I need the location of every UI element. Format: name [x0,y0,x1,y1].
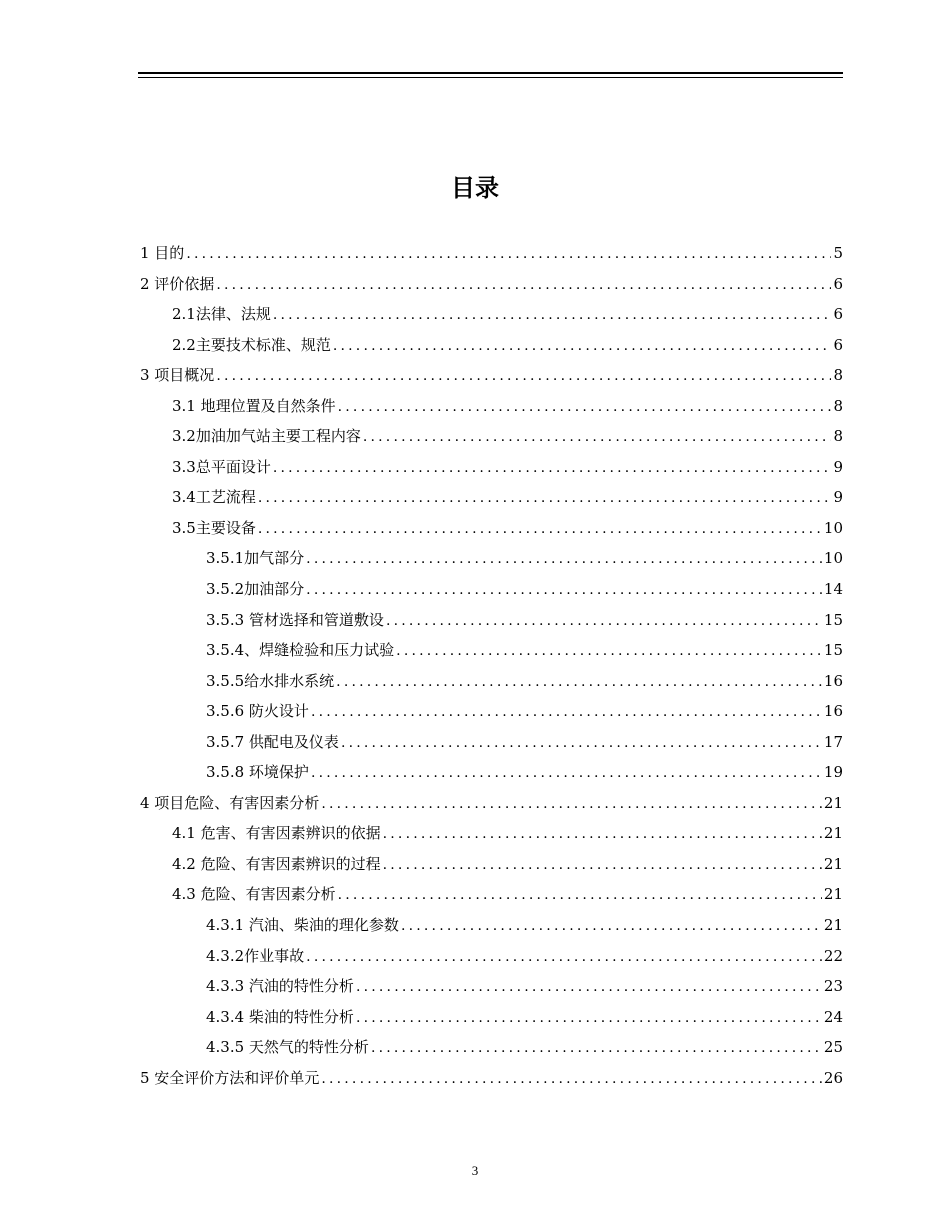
toc-entry-label: 3.5.7 供配电及仪表 [206,732,339,751]
page-number: 3 [471,1163,479,1178]
toc-entry[interactable] [138,757,843,788]
toc-entry-page: 22 [823,946,843,965]
toc-leader-dots [311,758,822,788]
toc-entry-page: 14 [823,580,843,599]
toc-entry-page: 8 [833,396,843,415]
toc-entry[interactable] [138,574,843,605]
toc-leader-dots [383,850,822,880]
toc-entry-page: 15 [823,610,843,629]
toc-entry[interactable] [138,666,843,697]
toc-entry-label: 3.5.1加气部分 [206,549,305,568]
toc-leader-dots [306,575,822,605]
toc-entry-page: 21 [823,793,843,812]
toc-entry-label: 3.5.3 管材选择和管道敷设 [206,610,384,629]
page-title: 目录 [451,174,499,202]
toc-entry-page: 25 [823,1038,843,1057]
toc-entry-page: 6 [833,305,843,324]
table-of-contents [138,238,843,1093]
toc-entry[interactable] [138,879,843,910]
toc-entry-page: 6 [833,335,843,354]
toc-leader-dots [356,972,822,1002]
toc-entry-page: 5 [833,244,843,262]
toc-leader-dots [363,422,832,452]
toc-entry-label: 1 目的 [140,244,185,262]
toc-entry[interactable] [138,727,843,758]
toc-leader-dots [306,544,822,574]
toc-entry-label: 4.1 危害、有害因素辨识的依据 [172,824,381,843]
toc-leader-dots [338,392,832,422]
toc-entry[interactable] [138,391,843,422]
toc-entry[interactable] [138,421,843,452]
toc-entry-label: 4.3.2作业事故 [206,946,305,965]
toc-entry[interactable] [138,941,843,972]
toc-entry-page: 24 [823,1007,843,1026]
toc-leader-dots [336,667,822,697]
toc-leader-dots [401,911,822,941]
toc-leader-dots [311,697,822,727]
toc-entry-label: 3 项目概况 [140,366,215,385]
toc-entry-label: 3.5.2加油部分 [206,580,305,599]
toc-entry[interactable] [138,1063,843,1094]
toc-leader-dots [396,636,822,666]
toc-entry-label: 3.4工艺流程 [172,488,256,507]
toc-entry-page: 8 [833,427,843,446]
toc-leader-dots [258,483,832,513]
toc-entry-page: 17 [823,732,843,751]
toc-entry-label: 4.2 危险、有害因素辨识的过程 [172,854,381,873]
toc-leader-dots [321,789,822,819]
toc-leader-dots [321,1064,822,1094]
toc-leader-dots [306,942,822,972]
toc-entry-label: 3.2加油加气站主要工程内容 [172,427,361,446]
toc-entry[interactable] [138,452,843,483]
toc-entry-page: 23 [823,977,843,996]
toc-entry[interactable] [138,818,843,849]
toc-entry-label: 4.3 危险、有害因素分析 [172,885,336,904]
toc-entry[interactable] [138,1002,843,1033]
toc-entry-label: 3.5主要设备 [172,518,256,537]
toc-entry[interactable] [138,788,843,819]
toc-leader-dots [258,514,822,544]
toc-entry-label: 3.1 地理位置及自然条件 [172,396,336,415]
toc-leader-dots [186,239,831,269]
toc-leader-dots [356,1003,822,1033]
toc-entry-label: 3.5.4、焊缝检验和压力试验 [206,641,395,660]
toc-entry-label: 2.2主要技术标准、规范 [172,335,331,354]
toc-entry-label: 3.5.5给水排水系统 [206,671,335,690]
toc-entry[interactable] [138,513,843,544]
toc-entry-label: 3.5.6 防火设计 [206,702,309,721]
toc-entry[interactable] [138,360,843,391]
toc-entry[interactable] [138,330,843,361]
toc-entry-page: 10 [823,518,843,537]
toc-entry-page: 19 [823,763,843,782]
toc-entry-page: 15 [823,641,843,660]
toc-entry-label: 3.3总平面设计 [172,457,271,476]
toc-leader-dots [383,819,822,849]
toc-entry-page: 26 [823,1068,843,1087]
toc-entry[interactable] [138,635,843,666]
toc-entry-label: 2 评价依据 [140,274,215,293]
toc-entry-label: 4.3.4 柴油的特性分析 [206,1007,354,1026]
toc-entry-label: 2.1法律、法规 [172,305,271,324]
toc-entry-page: 16 [823,671,843,690]
toc-entry-page: 21 [823,824,843,843]
header-rule-thin [138,77,843,78]
toc-entry[interactable] [138,299,843,330]
toc-entry-label: 4.3.3 汽油的特性分析 [206,977,354,996]
toc-leader-dots [216,361,831,391]
toc-entry-label: 5 安全评价方法和评价单元 [140,1068,320,1087]
header-rule-thick [138,72,843,74]
toc-leader-dots [273,300,832,330]
toc-entry[interactable] [138,543,843,574]
toc-entry-page: 10 [823,549,843,568]
toc-entry[interactable] [138,849,843,880]
toc-entry-page: 21 [823,885,843,904]
toc-leader-dots [341,728,822,758]
toc-entry[interactable] [138,971,843,1002]
toc-entry-label: 4 项目危险、有害因素分析 [140,793,320,812]
toc-entry[interactable] [138,238,843,269]
toc-entry[interactable] [138,1032,843,1063]
toc-entry-page: 9 [833,457,843,476]
toc-leader-dots [216,270,831,300]
toc-entry-label: 4.3.5 天然气的特性分析 [206,1038,369,1057]
toc-entry[interactable] [138,269,843,300]
toc-leader-dots [273,453,832,483]
toc-leader-dots [371,1033,822,1063]
toc-entry-label: 4.3.1 汽油、柴油的理化参数 [206,916,399,935]
toc-entry-page: 8 [833,366,843,385]
toc-leader-dots [386,606,822,636]
toc-entry[interactable] [138,605,843,636]
toc-leader-dots [338,880,822,910]
toc-entry[interactable] [138,482,843,513]
toc-entry-label: 3.5.8 环境保护 [206,763,309,782]
toc-entry[interactable] [138,910,843,941]
toc-entry[interactable] [138,696,843,727]
toc-entry-page: 6 [833,274,843,293]
toc-entry-page: 16 [823,702,843,721]
toc-entry-page: 21 [823,916,843,935]
toc-leader-dots [333,331,832,361]
toc-entry-page: 21 [823,854,843,873]
toc-entry-page: 9 [833,488,843,507]
